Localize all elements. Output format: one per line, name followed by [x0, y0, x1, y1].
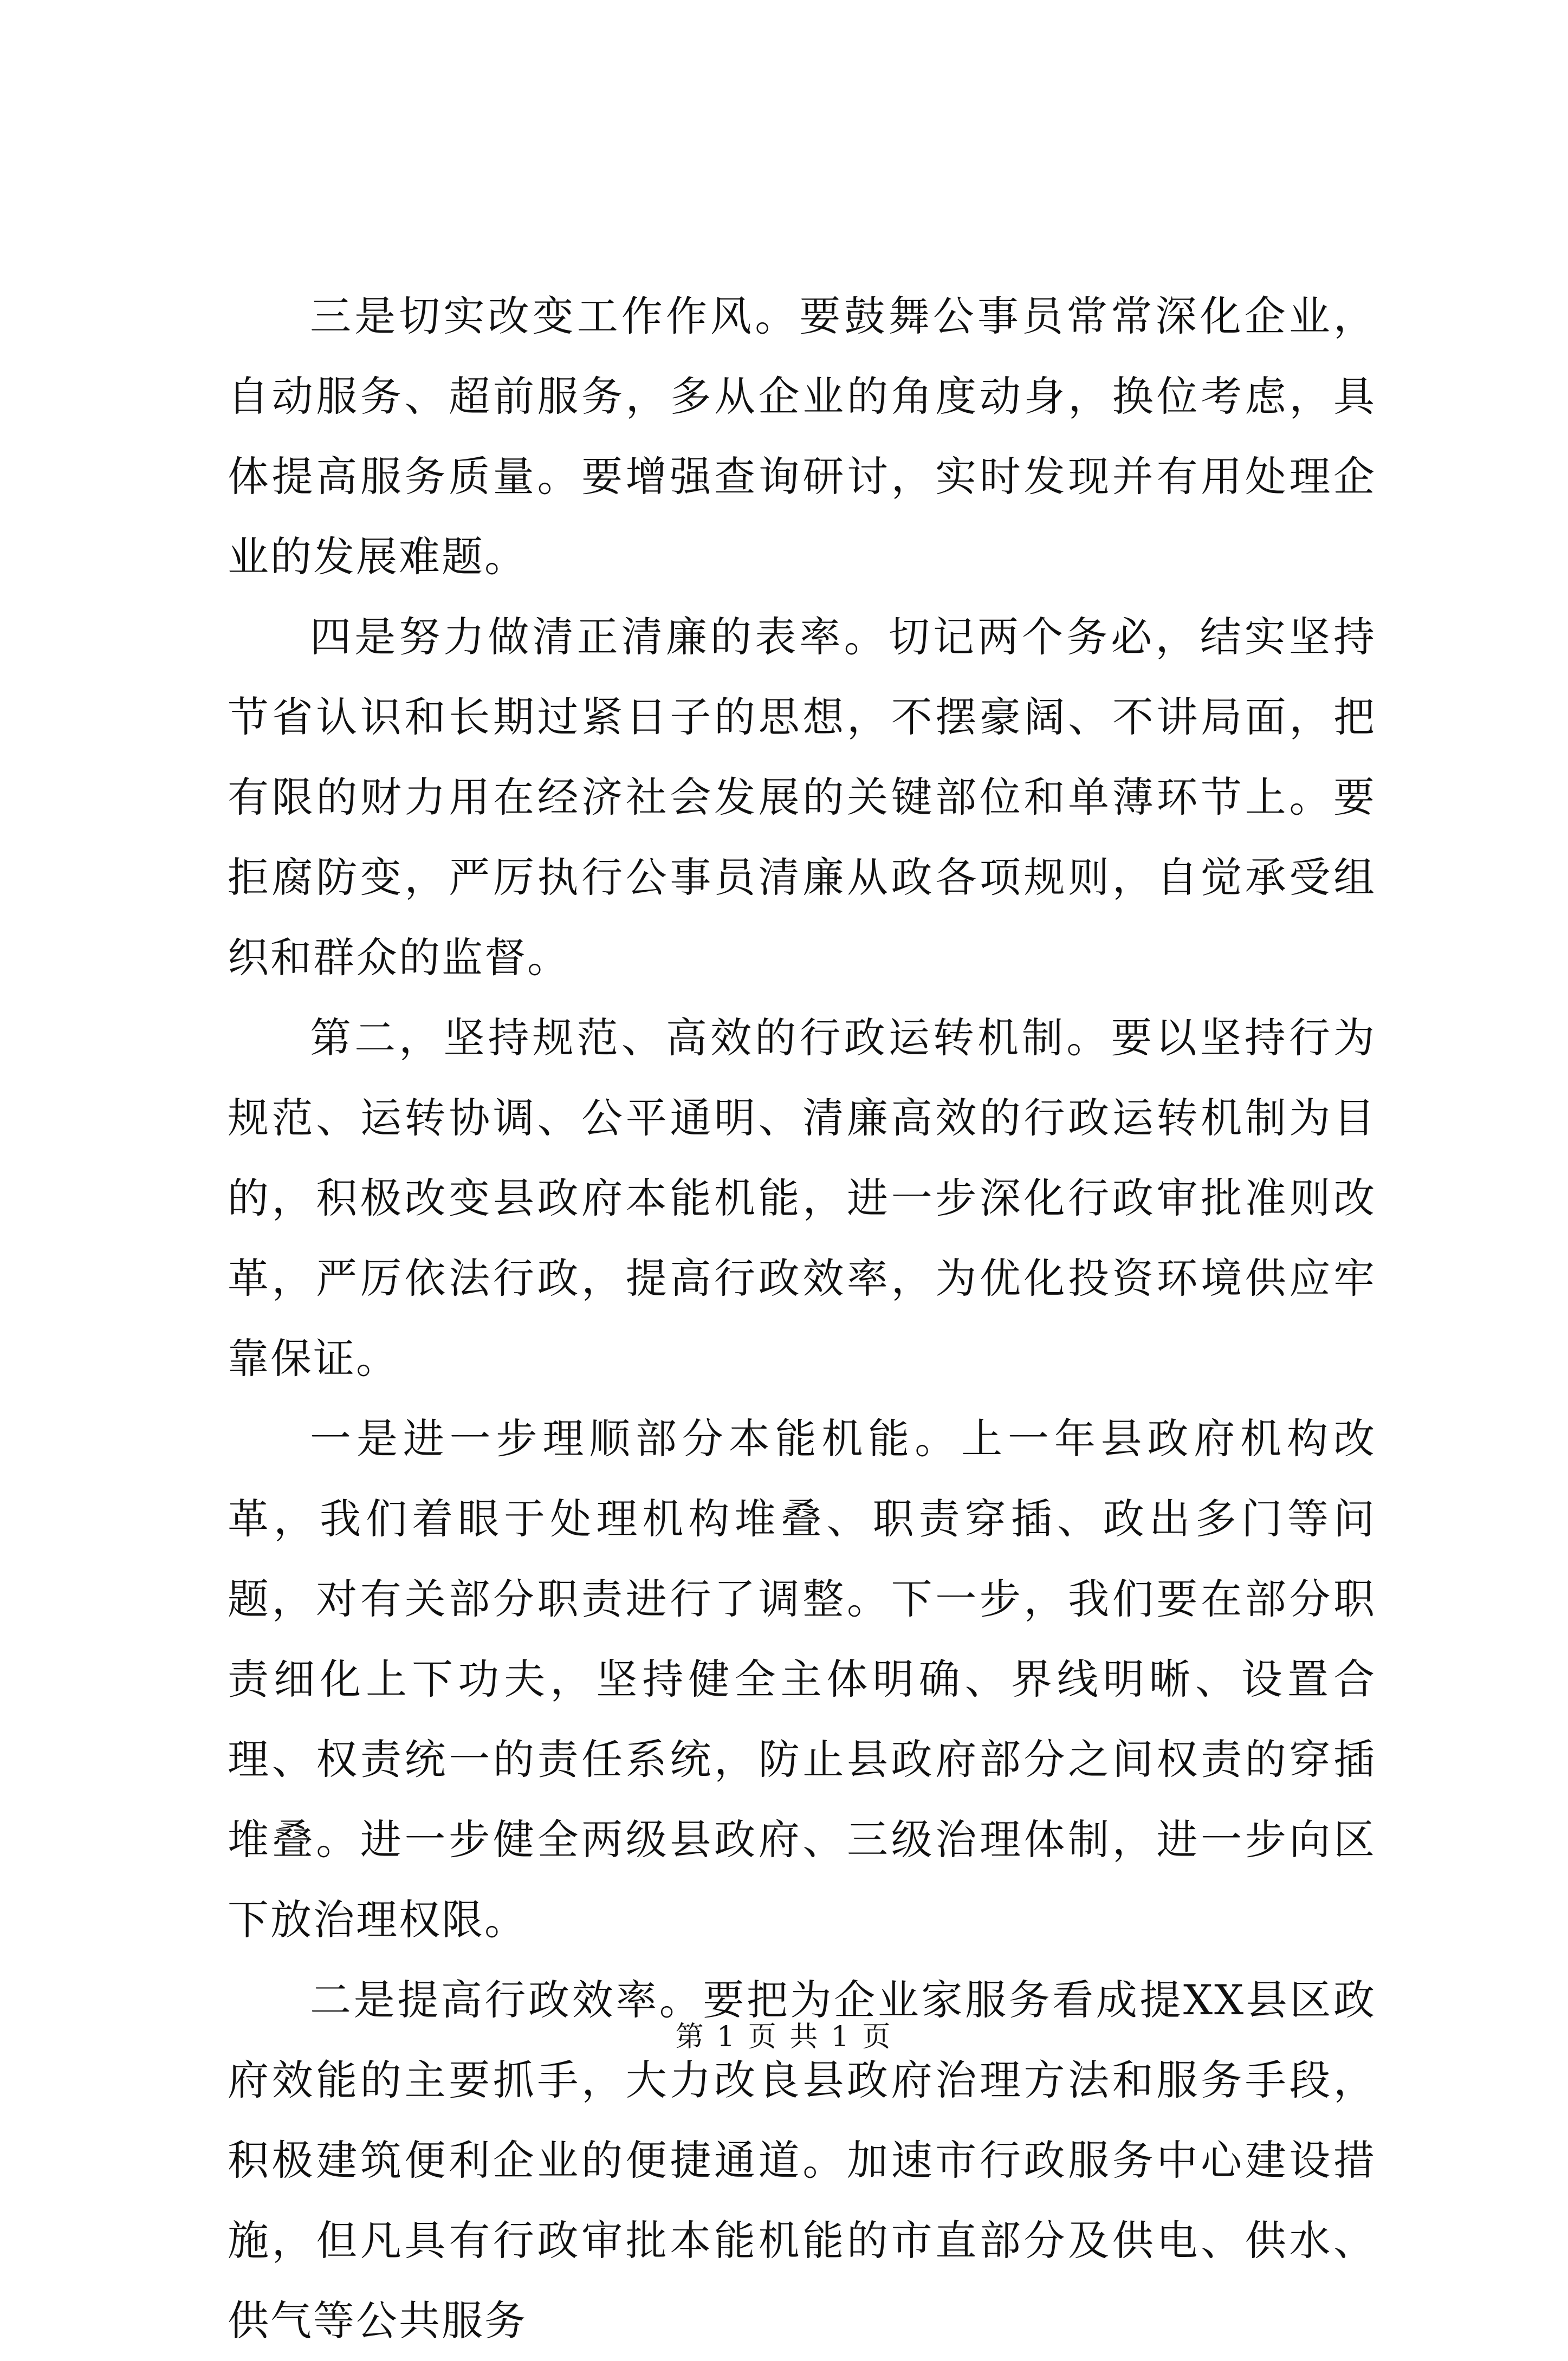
page-footer: 第 1 页 共 1 页	[675, 2021, 893, 2053]
paragraph-3: 第二，坚持规范、高效的行政运转机制。要以坚持行为规范、运转协调、公平通明、清廉高效的行政运转机制为目的，积极改变县政府本能机能，进一步深化行政审批准则改革，严厉依法行政，提高行政效率，为优化投资环境供应牢靠保证。	[228, 1014, 1376, 1383]
paragraph-4: 一是进一步理顺部分本能机能。上一年县政府机构改革，我们着眼于处理机构堆叠、职责穿插、政出多门等问题，对有关部分职责进行了调整。下一步，我们要在部分职责细化上下功夫，坚持健全主体明确、界线明晰、设置合理、权责统一的责任系统，防止县政府部分之间权责的穿插堆叠。进一步健全两级县政府、三级治理体制，进一步向区下放治理权限。	[228, 1415, 1376, 1944]
paragraph-5: 二是提高行政效率。要把为企业家服务看成提XX县区政府效能的主要抓手，大力改良县政府治理方法和服务手段，积极建筑便利企业的便捷通道。加速市行政服务中心建设措施，但凡具有行政审批本能机能的市直部分及供电、供水、供气等公共服务	[228, 1976, 1376, 2345]
paragraph-1: 三是切实改变工作作风。要鼓舞公事员常常深化企业，自动服务、超前服务，多从企业的角度动身，换位考虑，具体提高服务质量。要增强查询研讨，实时发现并有用处理企业的发展难题。	[228, 292, 1376, 581]
paragraph-2: 四是努力做清正清廉的表率。切记两个务必，结实坚持节省认识和长期过紧日子的思想，不摆豪阔、不讲局面，把有限的财力用在经济社会发展的关键部位和单薄环节上。要拒腐防变，严厉执行公事员清廉从政各项规则，自觉承受组织和群众的监督。	[228, 613, 1376, 982]
